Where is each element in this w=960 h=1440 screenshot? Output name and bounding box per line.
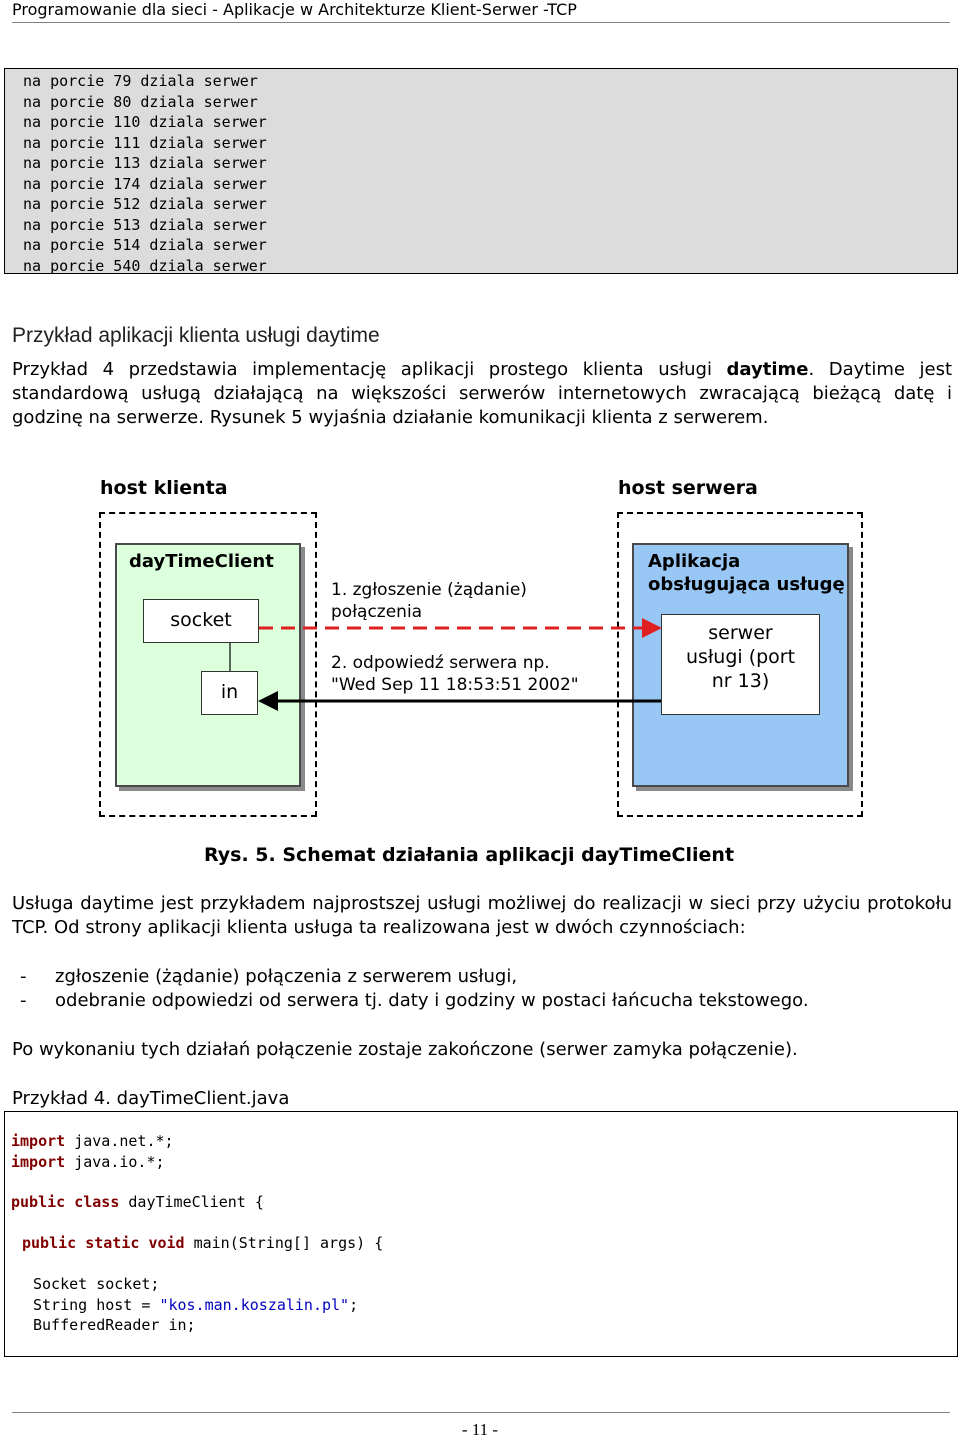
code-text: java.io.*; [65, 1153, 165, 1171]
code-line-in-decl: BufferedReader in; [33, 1316, 196, 1334]
response-arrowhead [258, 691, 278, 711]
section-heading: Przykład aplikacji klienta usługi daytime [12, 324, 380, 347]
server-line-2: usługi (port [685, 646, 796, 668]
intro-text-a: Przykład 4 przedstawia implementację aplikacji prostego klienta usługi [12, 359, 727, 380]
output-line: na porcie 174 dziala serwer [23, 174, 267, 193]
socket-box: socket [143, 599, 259, 643]
code-text: main(String[] args) { [184, 1234, 384, 1252]
server-app-title-1: Aplikacja [648, 551, 741, 572]
intro-paragraph [12, 358, 952, 430]
server-host-label: host serwera [618, 477, 758, 499]
page-header: Programowanie dla sieci - Aplikacje w Architekturze Klient-Serwer -TCP [12, 0, 950, 23]
diagram-connectors [0, 470, 960, 820]
output-line: na porcie 540 dziala serwer [23, 256, 267, 275]
intro-text-b: . Daytime jest standardową usługą działającą na większości serwerów internetowych zwracającą bieżącą datę i godzinę na serwerze. Rysunek 5 wyjaśnia działanie komunikacji klienta z serwerem. [12, 359, 953, 428]
output-line: na porcie 113 dziala serwer [23, 154, 267, 172]
server-app-title-2: obsługująca usługę [648, 574, 845, 595]
keyword: public [11, 1193, 66, 1211]
keyword: public [22, 1234, 77, 1252]
output-line: na porcie 80 dziala serwer [23, 92, 258, 111]
string-literal: "kos.man.koszalin.pl" [159, 1296, 350, 1314]
body-paragraph-1: Usługa daytime jest przykładem najprostszej usługi możliwej do realizacji w sieci przy użyciu protokołu TCP. Od strony aplikacji klienta usługa ta realizowana jest w dwóch czynnościach: [12, 893, 952, 938]
request-label-2: połączenia [331, 602, 423, 622]
code-line-socket-decl: Socket socket; [33, 1275, 160, 1293]
keyword: import [11, 1132, 66, 1150]
code-text: ; [349, 1296, 359, 1314]
code-text: String host = [33, 1296, 160, 1314]
code-line-import-net [11, 1131, 174, 1151]
page-number: - 11 - [461, 1420, 499, 1439]
keyword: class [74, 1193, 120, 1211]
response-label-1: 2. odpowiedź serwera np. [331, 653, 550, 673]
intro-bold-term: daytime [726, 359, 809, 380]
server-line-1: serwer [708, 622, 773, 644]
code-line-host-decl [33, 1295, 358, 1315]
code-listing [4, 1111, 958, 1357]
footer-rule [12, 1412, 950, 1413]
server-line-3: nr 13) [711, 670, 770, 692]
bullet-marker: - [20, 990, 27, 1011]
keyword: import [11, 1153, 66, 1171]
output-line: na porcie 110 dziala serwer [23, 113, 267, 131]
body-paragraph-2: Po wykonaniu tych działań połączenie zostaje zakończone (serwer zamyka połączenie). [12, 1039, 798, 1060]
request-label-1: 1. zgłoszenie (żądanie) [331, 580, 527, 600]
code-line-import-io [11, 1152, 165, 1172]
in-stream-box: in [201, 671, 258, 715]
keyword: static [85, 1234, 140, 1252]
response-label-2: "Wed Sep 11 18:53:51 2002" [331, 675, 579, 695]
request-arrowhead [642, 618, 662, 638]
keyword: void [148, 1234, 185, 1252]
output-line: na porcie 513 dziala serwer [23, 215, 267, 234]
figure-caption: Rys. 5. Schemat działania aplikacji dayTimeClient [204, 844, 735, 866]
bullet-item: zgłoszenie (żądanie) połączenia z serwerem usługi, [55, 966, 518, 987]
code-text: dayTimeClient { [119, 1193, 264, 1211]
example-label: Przykład 4. dayTimeClient.java [12, 1088, 290, 1109]
bullet-item: odebranie odpowiedzi od serwera tj. daty i godziny w postaci łańcucha tekstowego. [55, 990, 809, 1011]
communication-diagram [0, 470, 960, 820]
code-line-class [11, 1192, 264, 1212]
client-host-label: host klienta [100, 477, 228, 499]
bullet-marker: - [20, 966, 27, 987]
output-line: na porcie 512 dziala serwer [23, 195, 267, 213]
output-line: na porcie 514 dziala serwer [23, 236, 267, 254]
code-line-main [22, 1233, 383, 1253]
output-line: na porcie 79 dziala serwer [23, 72, 258, 90]
client-app-title: dayTimeClient [129, 551, 274, 572]
code-text: java.net.*; [65, 1132, 174, 1150]
output-line: na porcie 111 dziala serwer [23, 133, 267, 152]
program-output-box [4, 68, 958, 274]
